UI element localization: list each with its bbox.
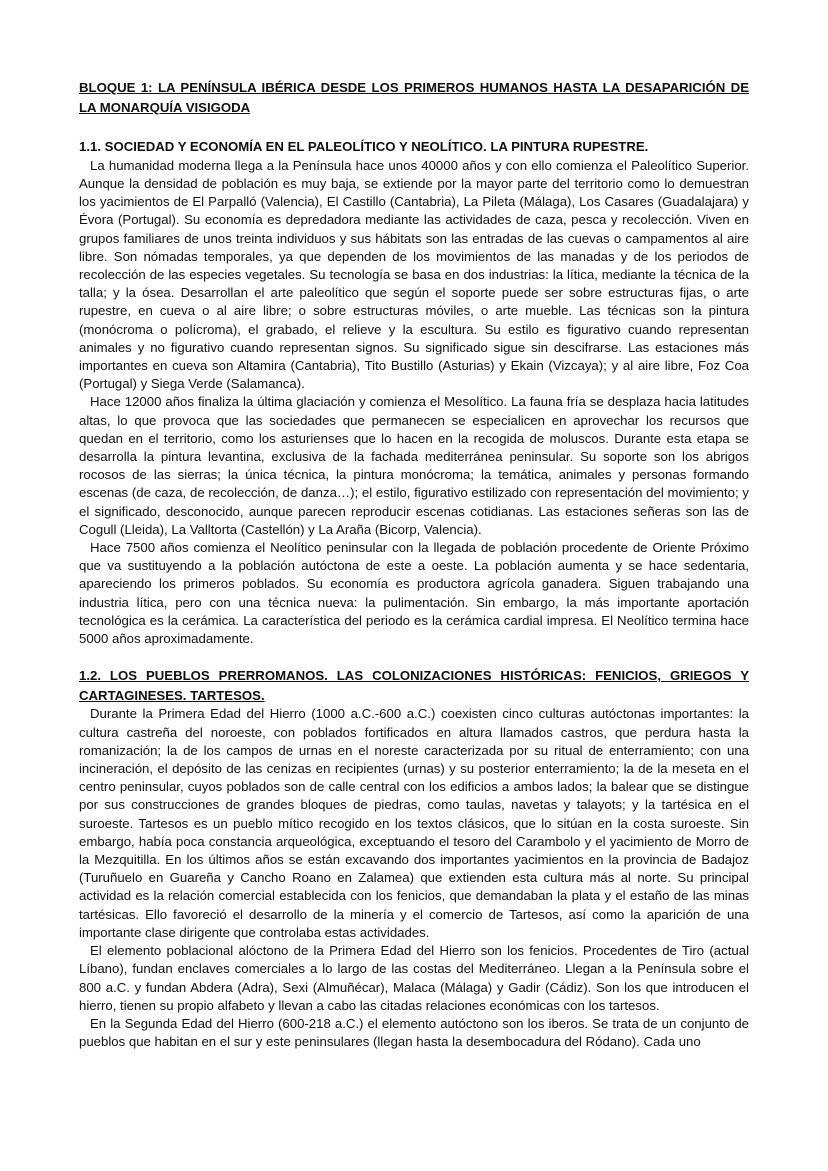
bloque-title: BLOQUE 1: LA PENÍNSULA IBÉRICA DESDE LOS PRIMEROS HUMANOS HASTA LA DESAPARICIÓN DE LA MONARQUÍA VISIGODA bbox=[79, 80, 749, 115]
paragraph: Hace 7500 años comienza el Neolítico peninsular con la llegada de población procedente de Oriente Próximo que va sustituyendo a la población autóctona de este a oeste. La población aumenta y se hace sedentaria, apareciendo los primeros poblados. Su economía es productora agrícola ganadera. Siguen trabajando una industria lítica, pero con una técnica nueva: la pulimentación. Sin embargo, la más importante aportación tecnológica es la cerámica. La característica del periodo es la cerámica cardial impresa. El Neolítico termina hace 5000 años aproximadamente. bbox=[79, 540, 749, 647]
section-title-1-1: 1.1. SOCIEDAD Y ECONOMÍA EN EL PALEOLÍTICO Y NEOLÍTICO. LA PINTURA RUPESTRE. bbox=[79, 139, 649, 155]
spacer bbox=[79, 117, 749, 137]
paragraph: El elemento poblacional alóctono de la Primera Edad del Hierro son los fenicios. Procedentes de Tiro (actual Líbano), fundan enclaves comerciales a lo largo de las costas del Mediterráneo. Llegan a la Península sobre el 800 a.C. y fundan Abdera (Adra), Sexi (Almuñécar), Malaca (Málaga) y Gadir (Cádiz). Son los que introducen el hierro, tienen su propio alfabeto y llevan a cabo las citadas relaciones económicas con los tartesos. bbox=[79, 943, 749, 1013]
paragraph: La humanidad moderna llega a la Península hace unos 40000 años y con ello comienza el Paleolítico Superior. Aunque la densidad de población es muy baja, se extiende por la mayor parte del territorio como lo demuestran los yacimientos de El Parpalló (Valencia), El Castillo (Cantabria), La Pileta (Málaga), Los Casares (Guadalajara) y Évora (Portugal). Su economía es depredadora mediante las actividades de caza, pesca y recolección. Viven en grupos familiares de unos treinta individuos y sus hábitats son las entradas de las cuevas o campamentos al aire libre. Son nómadas temporales, ya que dependen de los movimientos de las manadas y de los periodos de recolección de las especies vegetales. Su tecnología se basa en dos industrias: la lítica, mediante la técnica de la talla; y la ósea. Desarrollan el arte paleolítico que según el soporte puede ser sobre estructuras fijas, o arte rupestre, en cueva o al aire libre; o sobre estructuras móviles, o arte mueble. Las técnicas son la pintura (monócroma o polícroma), el grabado, el relieve y la escultura. Su estilo es figurativo cuando representan animales y no figurativo cuando representan signos. Su significado sigue sin descifrarse. Las estaciones más importantes en cueva son Altamira (Cantabria), Tito Bustillo (Asturias) y Ekain (Vizcaya); y al aire libre, Foz Coa (Portugal) y Siega Verde (Salamanca). bbox=[79, 157, 749, 392]
spacer bbox=[79, 648, 749, 666]
paragraph: Durante la Primera Edad del Hierro (1000 a.C.-600 a.C.) coexisten cinco culturas autóctonas importantes: la cultura castreña del noroeste, con poblados fortificados en altura llamados castros, que perdura hasta la romanización; la de los campos de urnas en el noreste caracterizada por su ritual de enterramiento; con una incineración, el depósito de las cenizas en recipientes (urnas) y su posterior enterramiento; la de la meseta en el centro peninsular, cuyos poblados son de calle central con los edificios a ambos lados; la balear que se distingue por sus construcciones de grandes bloques de piedras, como taulas, navetas y talayots; y la tartésica en el suroeste. Tartesos es un pueblo mítico recogido en los textos clásicos, que lo sitúan en la costa suroeste. Sin embargo, había poca constancia arqueológica, exceptuando el tesoro del Carambolo y el yacimiento de Morro de la Mezquitilla. En los últimos años se están excavando dos importantes yacimientos en la provincia de Badajoz (Turuñuelo en Guareña y Cancho Roano en Zalamea) que extienden esta cultura más al norte. Su principal actividad es la relación comercial establecida con los fenicios, que demandaban la plata y el estaño de las minas tartésicas. Ello favoreció el desarrollo de la minería y el comercio de Tartesos, así como la aparición de una importante clase dirigente que controlaba estas actividades. bbox=[79, 706, 749, 940]
document-page bbox=[79, 78, 749, 1051]
paragraph: Hace 12000 años finaliza la última glaciación y comienza el Mesolítico. La fauna fría se desplaza hacia latitudes altas, lo que provoca que las sociedades que permanecen se especialicen en aprovechar los recursos que quedan en el territorio, como los asturienses que lo hacen en la recogida de moluscos. Durante esta etapa se desarrolla la pintura levantina, exclusiva de la fachada mediterránea peninsular. Su soporte son los abrigos rocosos de las sierras; la única técnica, la pintura monócroma; la temática, animales y personas formando escenas (de caza, de recolección, de danza…); el estilo, figurativo estilizado con representación del movimiento; y el significado, desconocido, aunque parecen reproducir escenas cotidianas. Las estaciones señeras son las de Cogull (Lleida), La Valltorta (Castellón) y La Araña (Bicorp, Valencia). bbox=[79, 394, 749, 537]
section-title-1-2: 1.2. LOS PUEBLOS PRERROMANOS. LAS COLONIZACIONES HISTÓRICAS: FENICIOS, GRIEGOS Y CARTAGINESES. TARTESOS. bbox=[79, 668, 749, 703]
paragraph: En la Segunda Edad del Hierro (600-218 a.C.) el elemento autóctono son los iberos. Se trata de un conjunto de pueblos que habitan en el sur y este peninsulares (llegan hasta la desembocadura del Ródano). Cada uno bbox=[79, 1015, 749, 1050]
